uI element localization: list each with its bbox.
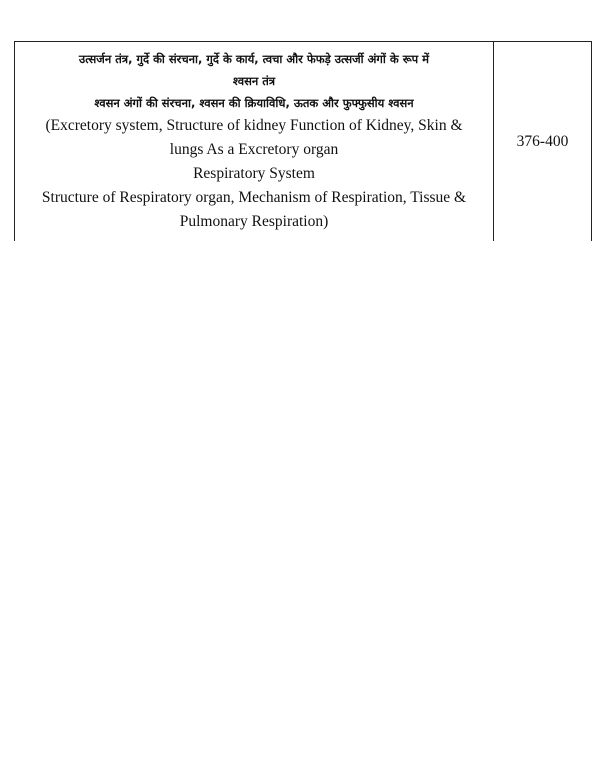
topic-line-english-4: Structure of Respiratory organ, Mechanism of Respiration, Tissue &	[41, 189, 467, 206]
topic-line-hindi-2: श्वसन तंत्र	[232, 74, 276, 88]
topic-line-english-1: (Excretory system, Structure of kidney Function of Kidney, Skin &	[45, 117, 463, 134]
page-range-cell	[494, 42, 591, 241]
syllabus-table	[14, 41, 592, 241]
topic-line-english-3: Respiratory System	[193, 165, 315, 182]
topic-line-hindi-1: उत्सर्जन तंत्र, गुर्दे की संरचना, गुर्दे के कार्य, त्वचा और फेफड़े उत्सर्जी अंगों के रूप में	[78, 52, 430, 66]
page-range: 376-400	[516, 132, 569, 150]
topic-cell	[15, 42, 494, 241]
topic-line-english-5: Pulmonary Respiration)	[179, 213, 329, 230]
topic-line-hindi-3: श्वसन अंगों की संरचना, श्वसन की क्रियाविधि, ऊतक और फुफ्फुसीय श्वसन	[94, 96, 414, 110]
topic-line-english-2: lungs As a Excretory organ	[169, 141, 339, 158]
